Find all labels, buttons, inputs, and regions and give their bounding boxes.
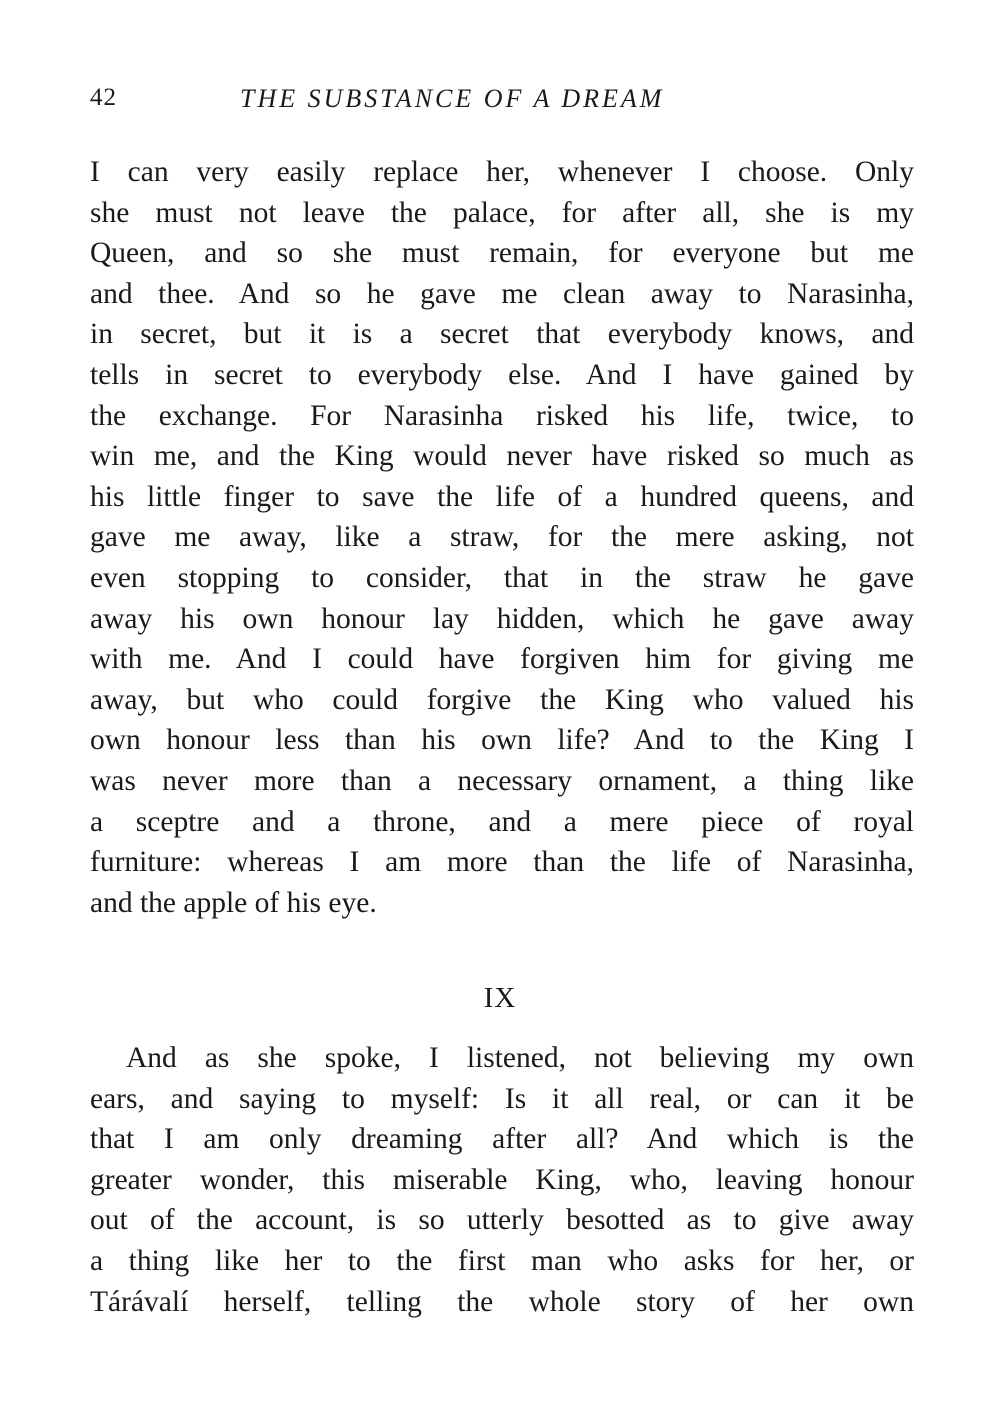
text-line: Queen, and so she must remain, for everyone but me <box>90 237 914 270</box>
text-line: that I am only dreaming after all? And which is the <box>90 1123 914 1156</box>
paragraph-1 <box>90 152 914 923</box>
text-line: win me, and the King would never have risked so much as <box>90 440 914 473</box>
running-head <box>90 84 914 120</box>
text-line: a thing like her to the first man who asks for her, or <box>90 1244 914 1277</box>
text-line: in secret, but it is a secret that everybody knows, and <box>90 318 914 351</box>
text-line: gave me away, like a straw, for the mere asking, not <box>90 521 914 554</box>
text-line: own honour less than his own life? And to the King I <box>90 724 914 757</box>
text-line: away his own honour lay hidden, which he gave away <box>90 602 914 635</box>
running-title: THE SUBSTANCE OF A DREAM <box>240 84 665 113</box>
section-heading: IX <box>483 982 517 1014</box>
text-line: his little finger to save the life of a hundred queens, and <box>90 480 914 513</box>
text-line: and thee. And so he gave me clean away to Narasinha, <box>90 277 914 310</box>
text-line: tells in secret to everybody else. And I have gained by <box>90 358 914 391</box>
paragraph-2 <box>90 1038 914 1322</box>
text-line: a sceptre and a throne, and a mere piece of royal <box>90 805 914 838</box>
text-line: the exchange. For Narasinha risked his life, twice, to <box>90 399 914 432</box>
text-line: even stopping to consider, that in the straw he gave <box>90 561 914 594</box>
text-line: ears, and saying to myself: Is it all real, or can it be <box>90 1082 914 1115</box>
text-line: away, but who could forgive the King who valued his <box>90 683 914 716</box>
text-line: with me. And I could have forgiven him for giving me <box>90 643 914 676</box>
text-line: And as she spoke, I listened, not believing my own <box>126 1042 914 1074</box>
text-line: and the apple of his eye. <box>90 886 377 919</box>
page-number: 42 <box>90 84 117 111</box>
text-line: was never more than a necessary ornament, a thing like <box>90 764 914 797</box>
text-line: she must not leave the palace, for after all, she is my <box>90 196 914 229</box>
text-line: greater wonder, this miserable King, who, leaving honour <box>90 1163 914 1196</box>
text-line: furniture: whereas I am more than the life of Narasinha, <box>90 846 914 879</box>
text-line: out of the account, is so utterly besotted as to give away <box>90 1204 914 1237</box>
text-line: I can very easily replace her, whenever I choose. Only <box>90 156 914 188</box>
text-line: Tárávalí herself, telling the whole story of her own <box>90 1285 914 1318</box>
